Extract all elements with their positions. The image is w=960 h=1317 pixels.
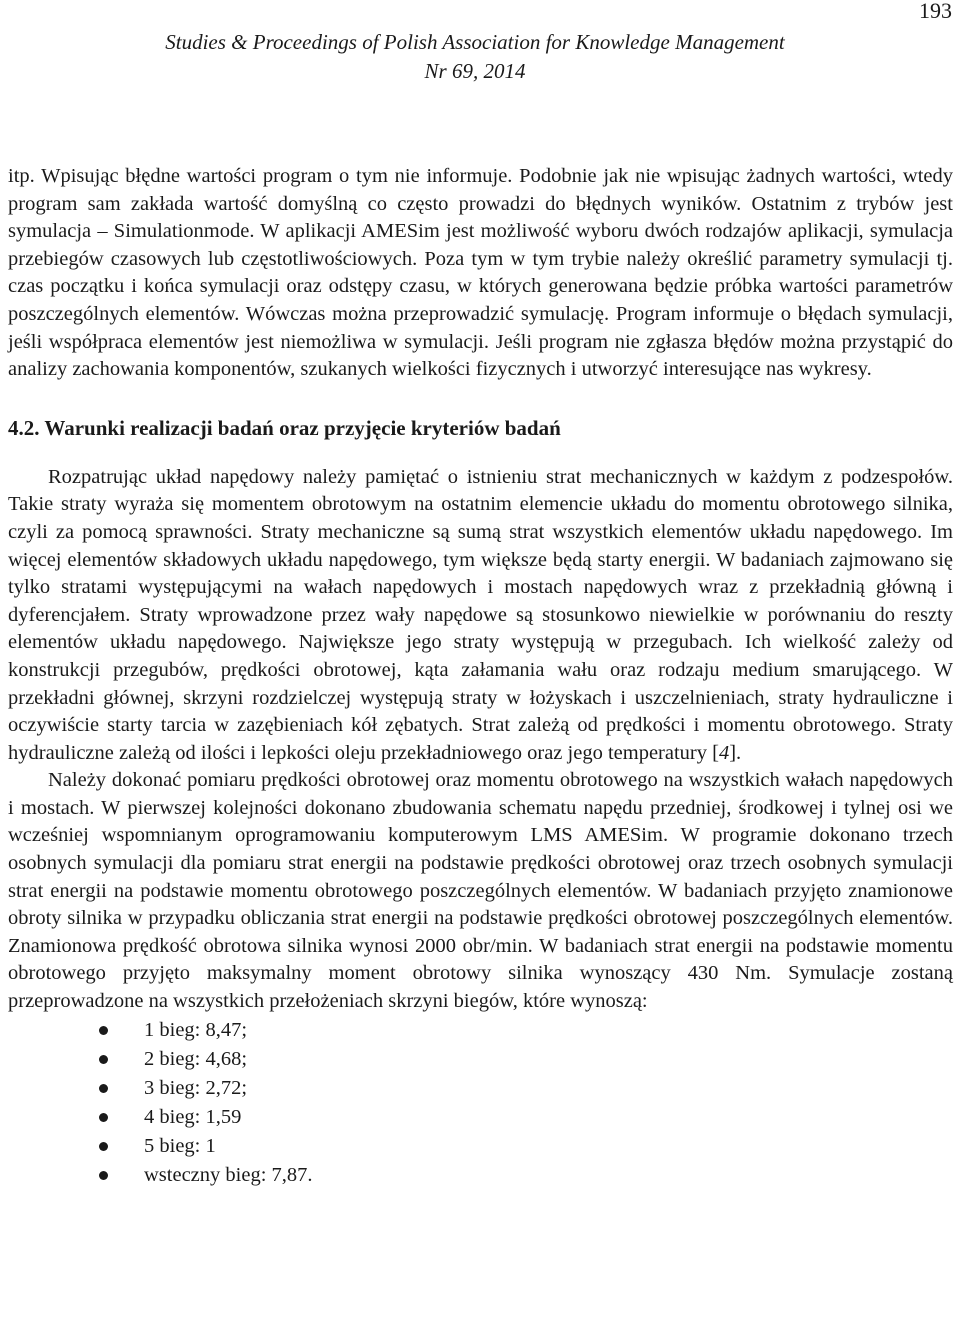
journal-title: Studies & Proceedings of Polish Association for Knowledge Management — [165, 30, 785, 54]
list-item — [8, 1132, 953, 1161]
list-item — [8, 1045, 953, 1074]
paragraph-2-text: Rozpatrując układ napędowy należy pamiętać o istnieniu strat mechanicznych w każdym z podzespołów. Takie straty wyraża się momentem obrotowym na ostatnim elemencie układu do momentu obrotowego silnika, czyli za pomocą sprawności. Straty mechaniczne są sumą strat wszystkich elementów układu napędowego. Im więcej elementów składowych układu napędowego, tym większe będą starty energii. W badaniach zajmowano się tylko stratami występującymi na wałach napędowych i mostach napędowych wraz z przekładnią główną i dyferencjałem. Straty wprowadzone przez wały napędowe są stosunkowo niewielkie w porównaniu do reszty elementów układu napędowego. Największe jego straty występują w przegubach. Ich wielkość zależy od konstrukcji przegubów, prędkości obrotowej, kąta załamania wału oraz rodzaju medium smarującego. W przekładni głównej, skrzyni rozdzielczej występują straty w łożyskach i uszczelnieniach, straty hydrauliczne i oczywiście starty tarcia w zazębieniach kół zębatych. Strat zależą od prędkości i momentu obrotowego. Straty hydrauliczne zależą od ilości i lepkości oleju przekładniowego oraz jego temperatury [ — [8, 465, 953, 764]
paragraph-3: Należy dokonać pomiaru prędkości obrotowej oraz momentu obrotowego na wszystkich wałach napędowych i mostach. W pierwszej kolejności dokonano zbudowania schematu napędu przedniej, środkowej i tylnej osi we wcześniej wspomnianym oprogramowaniu komputerowym LMS AMESim. W programie dokonano trzech osobnych symulacji dla pomiaru strat energii na podstawie prędkości obrotowej oraz trzech osobnych symulacji strat energii na podstawie momentu obrotowego poszczególnych elementów. W badaniach przyjęto znamionowe obroty silnika w przypadku obliczania strat energii na podstawie prędkości obrotowej poszczególnych elementów. Znamionowa prędkość obrotowa silnika wynosi 2000 obr/min. W badaniach strat energii na podstawie momentu obrotowego przyjęto maksymalny moment obrotowy silnika wynoszący 430 Nm. Symulacje zostaną przeprowadzone na wszystkich przełożeniach skrzyni biegów, które wynoszą: — [8, 769, 953, 1013]
citation-ref: 4 — [718, 741, 730, 764]
page-content — [8, 163, 953, 1190]
list-item — [8, 1103, 953, 1132]
list-item-text: 3 bieg: 2,72; — [144, 1076, 248, 1099]
bullet-icon — [99, 1055, 108, 1064]
bullet-icon — [99, 1113, 108, 1122]
list-item-text: 5 bieg: 1 — [144, 1134, 216, 1157]
list-item-text: 1 bieg: 8,47; — [144, 1018, 248, 1041]
bullet-icon — [99, 1084, 108, 1093]
journal-issue: Nr 69, 2014 — [424, 59, 526, 83]
bullet-icon — [99, 1142, 108, 1151]
section-heading — [8, 414, 953, 442]
section-title: Warunki realizacji badań oraz przyjęcie kryteriów badań — [44, 415, 561, 440]
journal-header — [0, 28, 950, 86]
list-item — [8, 1016, 953, 1045]
list-item — [8, 1161, 953, 1190]
paragraph-2 — [8, 464, 953, 768]
bullet-icon — [99, 1026, 108, 1035]
gear-ratio-list — [8, 1016, 953, 1190]
list-item-text: 4 bieg: 1,59 — [144, 1105, 242, 1128]
bullet-icon — [99, 1171, 108, 1180]
section-number: 4.2. — [8, 415, 40, 440]
paragraph-1: itp. Wpisując błędne wartości program o tym nie informuje. Podobnie jak nie wpisując żadnych wartości, wtedy program sam zakłada wartość domyślną co często prowadzi do błędnych wyników. Ostatnim z trybów jest symulacja – Simulationmode. W aplikacji AMESim jest możliwość wyboru dwóch rodzajów aplikacji, symulacja przebiegów czasowych lub częstotliwościowych. Poza tym w tym trybie należy określić parametry symulacji tj. czas początku i końca symulacji oraz odstępy czasu, w których generowana będzie próbka wartości parametrów poszczególnych elementów. Wówczas można przeprowadzić symulację. Program informuje o błędach symulacji, jeśli współpraca elementów jest niemożliwa w symulacji. Jeśli program nie zgłasza błędów można przystąpić do analizy zachowania komponentów, szukanych wielkości fizycznych i utworzyć interesujące nas wykresy. — [8, 165, 953, 381]
list-item-text: 2 bieg: 4,68; — [144, 1047, 248, 1070]
list-item-text: wsteczny bieg: 7,87. — [144, 1163, 313, 1186]
page-number: 193 — [919, 0, 952, 23]
list-item — [8, 1074, 953, 1103]
paragraph-2-end: ]. — [729, 741, 742, 764]
